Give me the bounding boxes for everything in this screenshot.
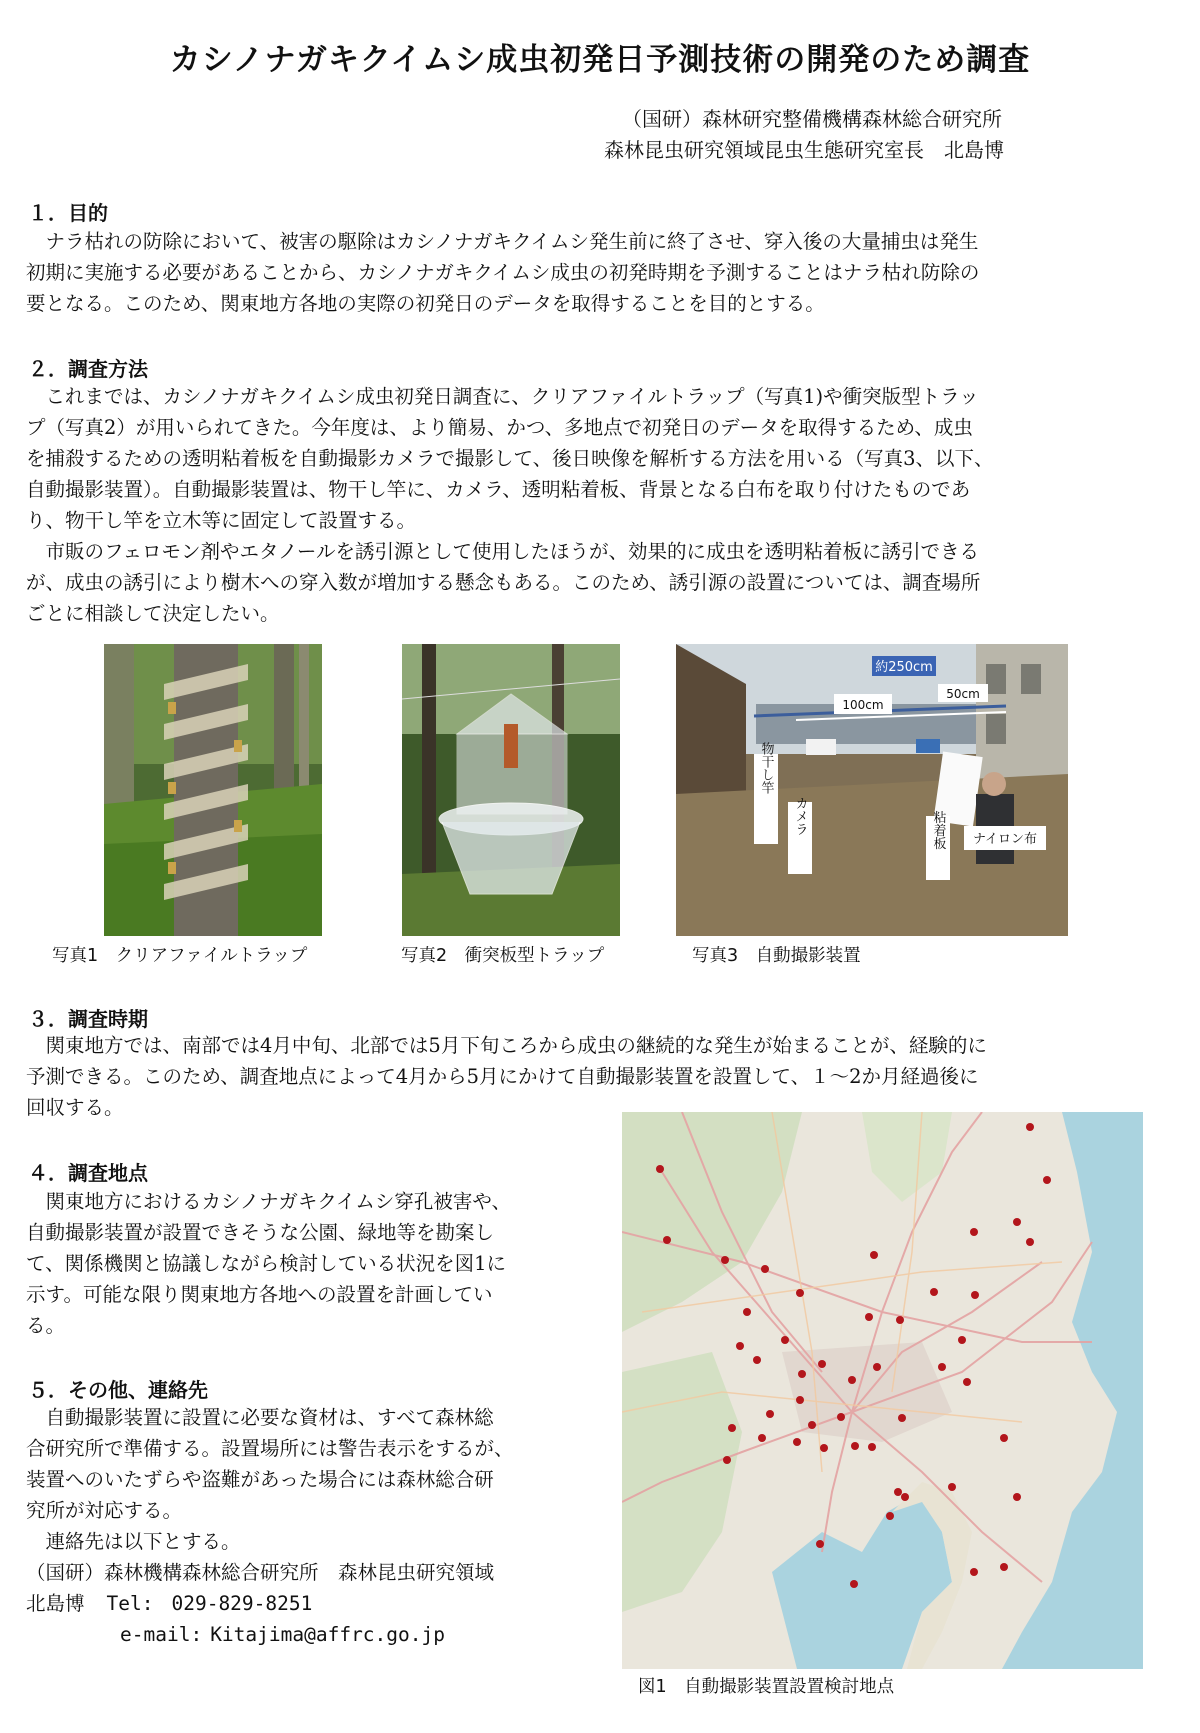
text-line: 自動撮影装置に設置に必要な資材は、すべて森林総 (26, 1406, 494, 1429)
text-line: 関東地方におけるカシノナガキクイムシ穿孔被害や、 (26, 1190, 511, 1213)
site-marker (970, 1568, 978, 1576)
site-marker (1026, 1238, 1034, 1246)
site-marker (870, 1251, 878, 1259)
photo1-caption: 写真1 クリアファイルトラップ (52, 946, 308, 966)
label-cloth: ナイロン布 (972, 832, 1038, 847)
site-marker (938, 1363, 946, 1371)
text-line: ナラ枯れの防除において、被害の駆除はカシノナガキクイムシ発生前に終了させ、穿入後の大量捕虫は発生 (26, 230, 979, 253)
text-line: り、物干し竿を立木等に固定して設置する。 (26, 509, 417, 532)
site-marker (971, 1291, 979, 1299)
label-50cm: 50cm (946, 687, 980, 701)
site-marker (656, 1165, 664, 1173)
site-marker (896, 1316, 904, 1324)
site-marker (848, 1376, 856, 1384)
site-marker (851, 1442, 859, 1450)
figure1-caption: 図1 自動撮影装置設置検討地点 (638, 1677, 895, 1697)
section-period-heading: ３．調査時期 (28, 1007, 148, 1031)
tel-number: 029-829-8251 (171, 1592, 313, 1615)
site-marker (796, 1289, 804, 1297)
text-line: 究所が対応する。 (26, 1499, 183, 1522)
section-method-body (26, 381, 994, 629)
label-pole: 物干し竿 (758, 742, 774, 794)
text-line: これまでは、カシノナガキクイムシ成虫初発日調査に、クリアファイルトラップ（写真1)や衝突版型トラッ (26, 385, 979, 408)
site-marker (1026, 1123, 1034, 1131)
site-marker (948, 1483, 956, 1491)
site-marker (728, 1424, 736, 1432)
section-method-heading: ２．調査方法 (28, 357, 148, 381)
site-marker (1043, 1176, 1051, 1184)
contact-tel-line (26, 1588, 312, 1619)
section-sites-heading: ４．調査地点 (28, 1161, 148, 1185)
site-marker (743, 1308, 751, 1316)
site-marker (818, 1360, 826, 1368)
site-marker (901, 1493, 909, 1501)
text-line: を捕殺するための透明粘着板を自動撮影カメラで撮影して、後日映像を解析する方法を用いる（写真3、以下、 (26, 447, 994, 470)
contact-email-line (120, 1619, 445, 1650)
site-marker (837, 1413, 845, 1421)
section-other-body (26, 1402, 514, 1588)
label-board: 粘着板 (930, 810, 946, 850)
text-line: 要となる。このため、関東地方各地の実際の初発日のデータを取得することを目的とする。 (26, 292, 825, 315)
site-marker (781, 1336, 789, 1344)
text-line: 合研究所で準備する。設置場所には警告表示をするが、 (26, 1437, 514, 1460)
email-label: e-mail: (120, 1623, 203, 1646)
text-line: ごとに相談して決定したい。 (26, 602, 280, 625)
section-period-body (26, 1030, 987, 1123)
text-line: 初期に実施する必要があることから、カシノナガキクイムシ成虫の初発時期を予測することはナラ枯れ防除の (26, 261, 980, 284)
section-purpose-body (26, 226, 979, 319)
photo-auto-camera-setup (676, 644, 1068, 936)
text-line: が、成虫の誘引により樹木への穿入数が増加する懸念もある。このため、誘引源の設置については、調査場所 (26, 571, 981, 594)
site-marker (761, 1265, 769, 1273)
text-line: 関東地方では、南部では4月中旬、北部では5月下旬ころから成虫の継続的な発生が始まることが、経験的に (26, 1034, 987, 1057)
text-line: （国研）森林機構森林総合研究所 森林昆虫研究領域 (26, 1561, 495, 1584)
text-line: 自動撮影装置が設置できそうな公園、緑地等を勘案し (26, 1221, 495, 1244)
site-marker (796, 1396, 804, 1404)
site-marker (721, 1256, 729, 1264)
site-marker (758, 1434, 766, 1442)
text-line: 装置へのいたずらや盗難があった場合には森林総合研 (26, 1468, 494, 1491)
text-line: プ（写真2）が用いられてきた。今年度は、より簡易、かつ、多地点で初発日のデータを取得するため、成虫 (26, 416, 973, 439)
text-line: る。 (26, 1314, 66, 1337)
section-purpose-heading: １．目的 (28, 201, 108, 225)
photo3-caption: 写真3 自動撮影装置 (692, 946, 861, 966)
site-marker (723, 1456, 731, 1464)
site-marker (798, 1370, 806, 1378)
text-line: 回収する。 (26, 1096, 124, 1119)
contact-name: 北島博 (26, 1592, 85, 1615)
site-marker (1013, 1218, 1021, 1226)
text-line: 連絡先は以下とする。 (26, 1530, 241, 1553)
site-marker (766, 1410, 774, 1418)
site-marker (663, 1236, 671, 1244)
section-other-heading: ５．その他、連絡先 (28, 1378, 208, 1402)
site-marker (753, 1356, 761, 1364)
photo-collision-trap (402, 644, 620, 936)
site-marker (793, 1438, 801, 1446)
site-marker (868, 1443, 876, 1451)
site-marker (886, 1512, 894, 1520)
photo2-caption: 写真2 衝突板型トラップ (401, 946, 605, 966)
site-marker (816, 1540, 824, 1548)
map-kanto-sites (622, 1112, 1143, 1669)
text-line: て、関係機関と協議しながら検討している状況を図1に (26, 1252, 507, 1275)
site-marker (808, 1421, 816, 1429)
tel-label: Tel: (106, 1592, 154, 1615)
site-marker (1013, 1493, 1021, 1501)
text-line: 自動撮影装置）。自動撮影装置は、物干し竿に、カメラ、透明粘着板、背景となる白布を取り付けたものであ (26, 478, 971, 501)
email-address[interactable]: Kitajima@affrc.go.jp (210, 1623, 445, 1646)
site-marker (1000, 1434, 1008, 1442)
text-line: 予測できる。このため、調査地点によって4月から5月にかけて自動撮影装置を設置して、１～2か月経過後に (26, 1065, 979, 1088)
section-sites-body (26, 1186, 511, 1341)
site-marker (873, 1363, 881, 1371)
site-marker (736, 1342, 744, 1350)
site-marker (865, 1313, 873, 1321)
site-marker (958, 1336, 966, 1344)
photo-clear-file-trap (104, 644, 322, 936)
label-camera: カメラ (792, 796, 808, 836)
site-marker (1000, 1563, 1008, 1571)
site-marker (894, 1488, 902, 1496)
site-marker (850, 1580, 858, 1588)
site-marker (963, 1378, 971, 1386)
label-width: 約250cm (875, 660, 933, 675)
text-line: 市販のフェロモン剤やエタノールを誘引源として使用したほうが、効果的に成虫を透明粘着板に誘引できる (26, 540, 979, 563)
text-line: 示す。可能な限り関東地方各地への設置を計画してい (26, 1283, 493, 1306)
page-title: カシノナガキクイムシ成虫初発日予測技術の開発のため調査 (169, 42, 1031, 78)
site-marker (970, 1228, 978, 1236)
site-marker (820, 1444, 828, 1452)
site-marker (898, 1414, 906, 1422)
label-100cm: 100cm (842, 698, 884, 712)
affiliation-line1: （国研）森林研究整備機構森林総合研究所 (622, 107, 1002, 131)
affiliation-line2: 森林昆虫研究領域昆虫生態研究室長 北島博 (604, 138, 1004, 162)
site-marker (930, 1288, 938, 1296)
